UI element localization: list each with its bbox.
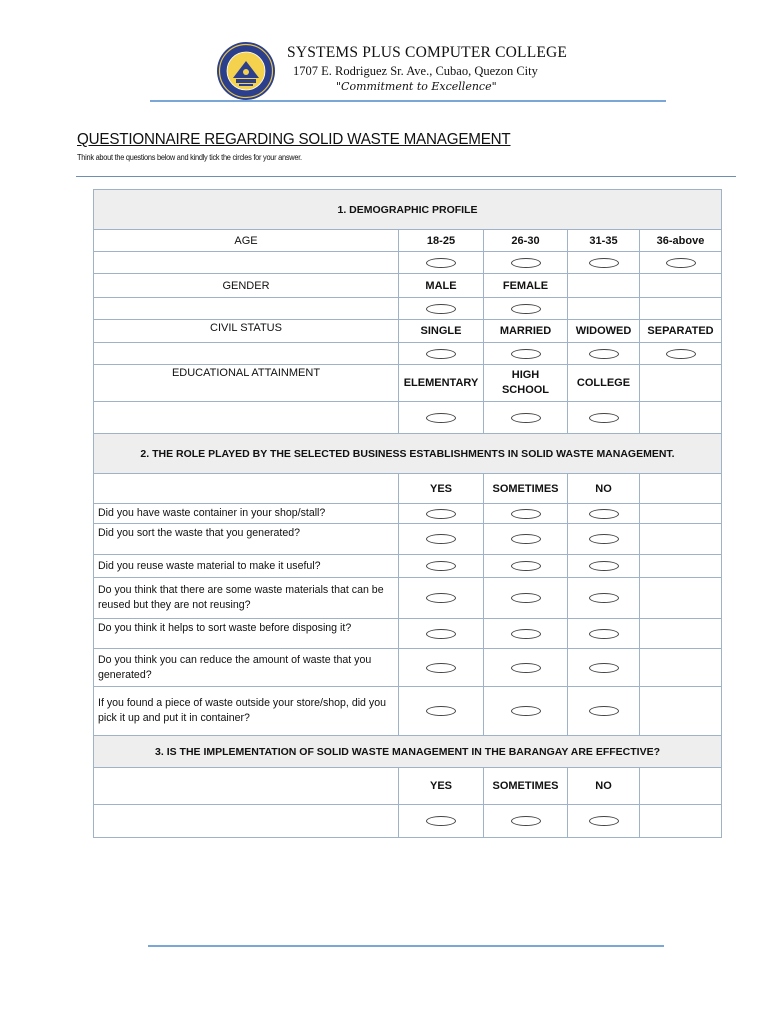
radio-s3-yes[interactable]	[426, 816, 456, 826]
radio-age-31-35[interactable]	[589, 258, 619, 268]
college-motto: "Commitment to Excellence"	[336, 80, 497, 93]
question-text: Did you sort the waste that you generated?	[94, 524, 399, 555]
radio-gender-female[interactable]	[511, 304, 541, 314]
blank-cell	[94, 474, 399, 504]
section-3-title: 3. IS THE IMPLEMENTATION OF SOLID WASTE MANAGEMENT IN THE BARANGAY ARE EFFECTIVE?	[94, 736, 722, 768]
question-text: Do you think you can reduce the amount of waste that you generated?	[94, 649, 399, 687]
blank-cell	[94, 805, 399, 838]
radio-q6-yes[interactable]	[426, 663, 456, 673]
question-text: Do you think it helps to sort waste before disposing it?	[94, 619, 399, 649]
blank-cell	[640, 524, 722, 555]
question-text: Did you have waste container in your shop/stall?	[94, 504, 399, 524]
radio-edu-college[interactable]	[589, 413, 619, 423]
blank-cell	[568, 298, 640, 320]
civil-status-option: WIDOWED	[568, 320, 640, 343]
radio-q3-sometimes[interactable]	[511, 561, 541, 571]
answer-option-header: YES	[399, 474, 484, 504]
radio-q6-sometimes[interactable]	[511, 663, 541, 673]
radio-age-36-above[interactable]	[666, 258, 696, 268]
radio-civil-married[interactable]	[511, 349, 541, 359]
blank-cell	[640, 274, 722, 298]
age-option: 18-25	[399, 230, 484, 252]
blank-cell	[640, 402, 722, 434]
title-divider	[76, 176, 736, 177]
blank-cell	[640, 687, 722, 736]
answer-option-header: NO	[568, 768, 640, 805]
question-text: Did you reuse waste material to make it useful?	[94, 555, 399, 578]
answer-option-header: NO	[568, 474, 640, 504]
blank-cell	[94, 402, 399, 434]
radio-q5-no[interactable]	[589, 629, 619, 639]
radio-q3-yes[interactable]	[426, 561, 456, 571]
blank-cell	[640, 298, 722, 320]
radio-q7-yes[interactable]	[426, 706, 456, 716]
radio-q2-yes[interactable]	[426, 534, 456, 544]
radio-q1-yes[interactable]	[426, 509, 456, 519]
blank-cell	[640, 474, 722, 504]
questionnaire-table	[93, 189, 722, 838]
instructions: Think about the questions below and kindly tick the circles for your answer.	[77, 152, 302, 162]
radio-q2-sometimes[interactable]	[511, 534, 541, 544]
radio-q5-sometimes[interactable]	[511, 629, 541, 639]
college-address: 1707 E. Rodriguez Sr. Ave., Cubao, Quezon City	[293, 64, 538, 78]
question-text: Do you think that there are some waste materials that can be reused but they are not reusing?	[94, 578, 399, 619]
letterhead	[0, 36, 768, 98]
radio-civil-single[interactable]	[426, 349, 456, 359]
section-2-title: 2. THE ROLE PLAYED BY THE SELECTED BUSINESS ESTABLISHMENTS IN SOLID WASTE MANAGEMENT.	[94, 434, 722, 474]
blank-cell	[94, 298, 399, 320]
age-option: 31-35	[568, 230, 640, 252]
age-option: 26-30	[484, 230, 568, 252]
radio-q4-no[interactable]	[589, 593, 619, 603]
radio-q7-no[interactable]	[589, 706, 619, 716]
radio-q5-yes[interactable]	[426, 629, 456, 639]
header-divider	[150, 100, 666, 102]
radio-edu-elementary[interactable]	[426, 413, 456, 423]
radio-q7-sometimes[interactable]	[511, 706, 541, 716]
education-option: HIGH SCHOOL	[484, 365, 568, 402]
gender-label: GENDER	[94, 274, 399, 298]
gender-option: MALE	[399, 274, 484, 298]
age-option: 36-above	[640, 230, 722, 252]
question-text: If you found a piece of waste outside your store/shop, did you pick it up and put it in container?	[94, 687, 399, 736]
blank-cell	[94, 768, 399, 805]
radio-gender-male[interactable]	[426, 304, 456, 314]
radio-q2-no[interactable]	[589, 534, 619, 544]
radio-civil-widowed[interactable]	[589, 349, 619, 359]
radio-q4-yes[interactable]	[426, 593, 456, 603]
blank-cell	[94, 252, 399, 274]
civil-status-option: SINGLE	[399, 320, 484, 343]
blank-cell	[640, 805, 722, 838]
gender-option: FEMALE	[484, 274, 568, 298]
blank-cell	[94, 343, 399, 365]
page-title: QUESTIONNAIRE REGARDING SOLID WASTE MANAGEMENT	[77, 131, 511, 148]
civil-status-label: CIVIL STATUS	[94, 320, 399, 343]
education-option: COLLEGE	[568, 365, 640, 402]
radio-q4-sometimes[interactable]	[511, 593, 541, 603]
radio-s3-sometimes[interactable]	[511, 816, 541, 826]
blank-cell	[640, 619, 722, 649]
civil-status-option: MARRIED	[484, 320, 568, 343]
blank-cell	[640, 768, 722, 805]
blank-cell	[640, 504, 722, 524]
radio-q3-no[interactable]	[589, 561, 619, 571]
college-name: SYSTEMS PLUS COMPUTER COLLEGE	[287, 44, 568, 61]
college-seal-icon	[216, 41, 276, 101]
radio-edu-high-school[interactable]	[511, 413, 541, 423]
education-option: ELEMENTARY	[399, 365, 484, 402]
radio-civil-separated[interactable]	[666, 349, 696, 359]
footer-divider	[148, 945, 664, 947]
blank-cell	[640, 555, 722, 578]
education-label: EDUCATIONAL ATTAINMENT	[94, 365, 399, 402]
radio-s3-no[interactable]	[589, 816, 619, 826]
blank-cell	[640, 649, 722, 687]
answer-option-header: SOMETIMES	[484, 768, 568, 805]
age-label: AGE	[94, 230, 399, 252]
section-1-title: 1. DEMOGRAPHIC PROFILE	[94, 190, 722, 230]
radio-q1-sometimes[interactable]	[511, 509, 541, 519]
civil-status-option: SEPARATED	[640, 320, 722, 343]
blank-cell	[640, 365, 722, 402]
blank-cell	[568, 274, 640, 298]
radio-q1-no[interactable]	[589, 509, 619, 519]
blank-cell	[640, 578, 722, 619]
radio-age-18-25[interactable]	[426, 258, 456, 268]
radio-q6-no[interactable]	[589, 663, 619, 673]
answer-option-header: SOMETIMES	[484, 474, 568, 504]
answer-option-header: YES	[399, 768, 484, 805]
radio-age-26-30[interactable]	[511, 258, 541, 268]
